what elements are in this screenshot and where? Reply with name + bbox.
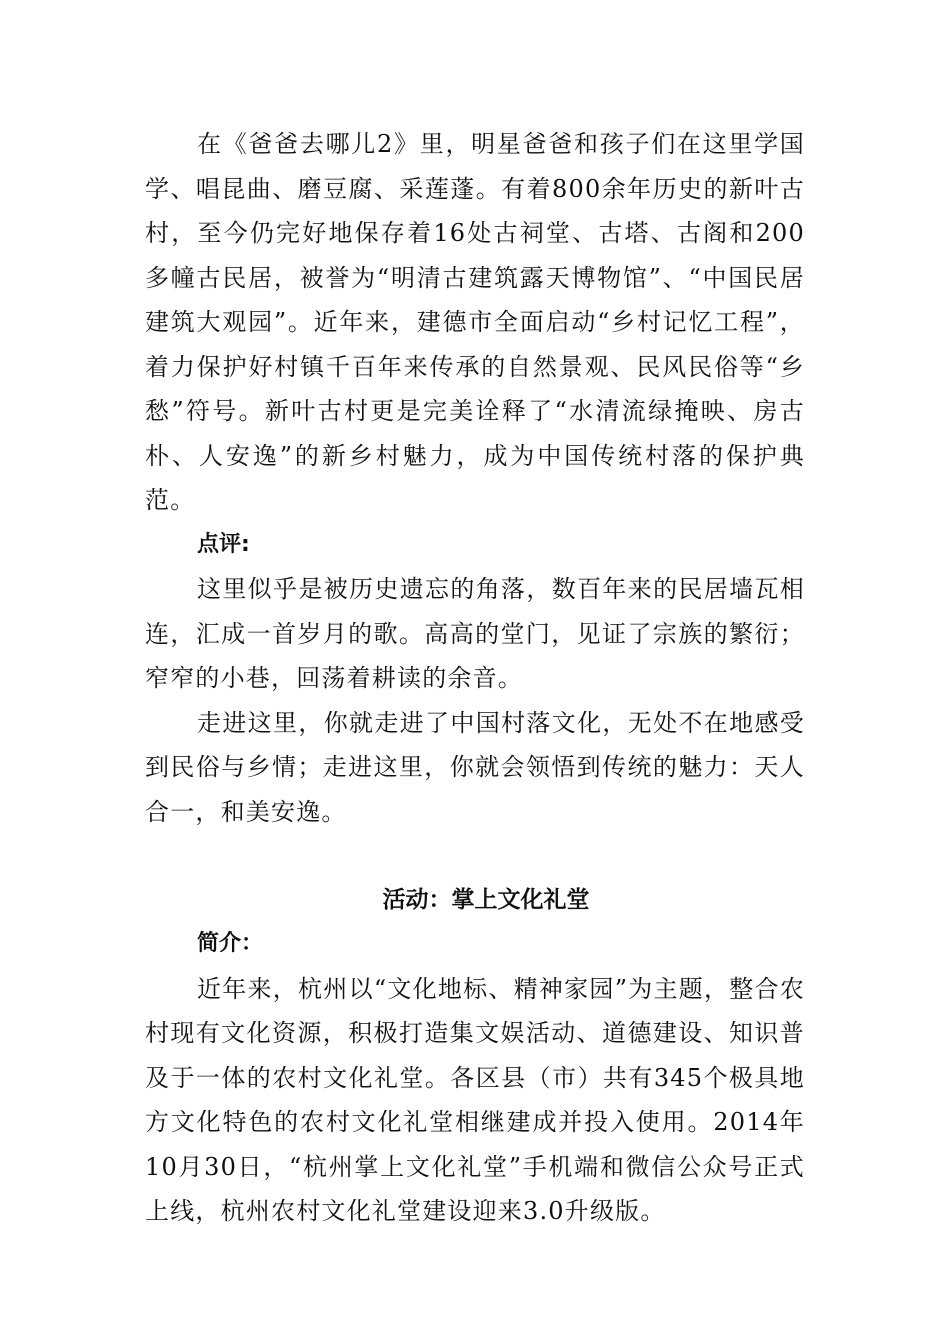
intro-paragraph: 在《爸爸去哪儿2》里，明星爸爸和孩子们在这里学国学、唱昆曲、磨豆腐、采莲蓬。有着800余年历史的新叶古村，至今仍完好地保存着16处古祠堂、古塔、古阁和200多幢古民居，被誉为“明清古建筑露天博物馆”、“中国民居建筑大观园”。近年来，建德市全面启动“乡村记忆工程”，着力保护好村镇千百年来传承的自然景观、民风民俗等“乡愁”符号。新叶古村更是完美诠释了“水清流绿掩映、房古朴、人安逸”的新乡村魅力，成为中国传统村落的保护典范。 xyxy=(145,130,805,514)
brief-heading: 简介： xyxy=(197,931,264,956)
brief-paragraph: 近年来，杭州以“文化地标、精神家园”为主题，整合农村现有文化资源，积极打造集文娱活动、道德建设、知识普及于一体的农村文化礼堂。各区县（市）共有345个极具地方文化特色的农村文化礼堂相继建成并投入使用。2014年10月30日，“杭州掌上文化礼堂”手机端和微信公众号正式上线，杭州农村文化礼堂建设迎来3.0升级版。 xyxy=(145,974,805,1225)
review-paragraph-2: 走进这里，你就走进了中国村落文化，无处不在地感受到民俗与乡情；走进这里，你就会领悟到传统的魅力：天人合一，和美安逸。 xyxy=(145,708,805,826)
review-paragraph-1: 这里似乎是被历史遗忘的角落，数百年来的民居墙瓦相连，汇成一首岁月的歌。高高的堂门，见证了宗族的繁衍；窄窄的小巷，回荡着耕读的余音。 xyxy=(145,575,805,692)
section-spacer xyxy=(145,834,805,878)
review-heading: 点评: xyxy=(197,531,250,557)
activity-title: 活动：掌上文化礼堂 xyxy=(382,887,590,913)
document-page xyxy=(145,122,805,1234)
